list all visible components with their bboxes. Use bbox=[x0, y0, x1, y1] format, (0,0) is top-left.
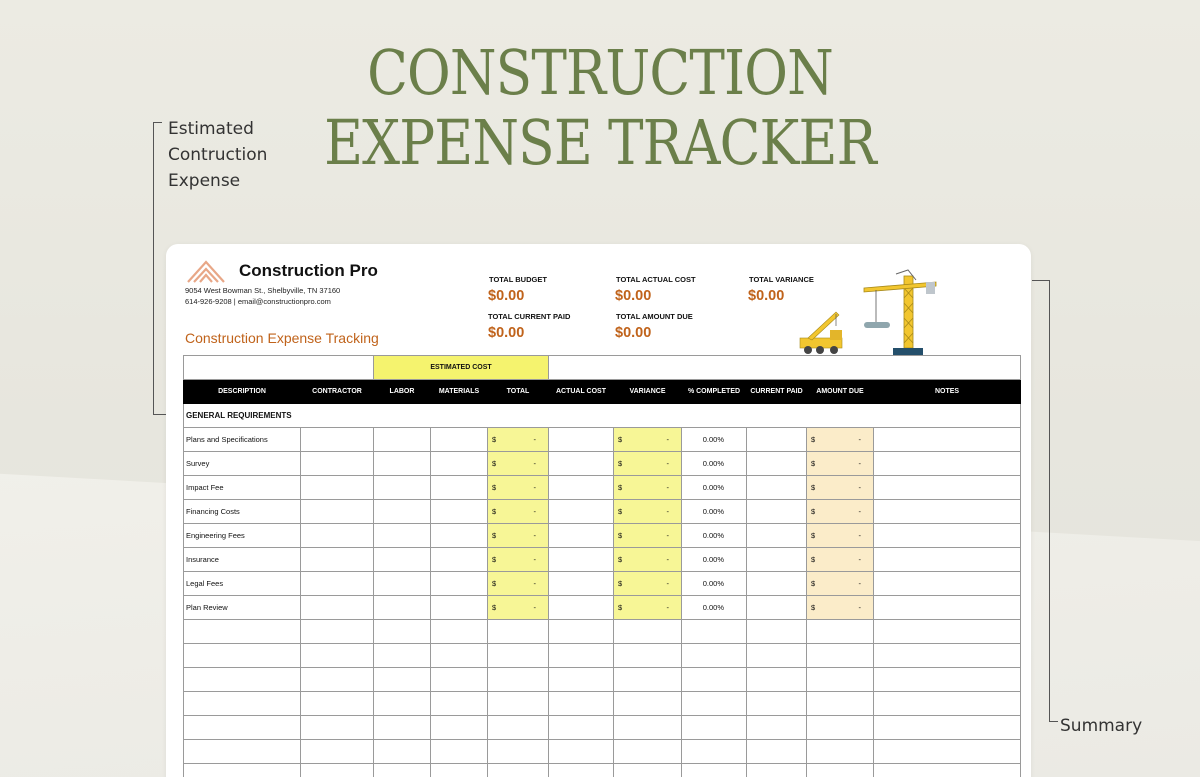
empty-cell[interactable] bbox=[747, 764, 807, 777]
empty-cell[interactable] bbox=[614, 644, 682, 668]
cell-completed[interactable]: 0.00% bbox=[682, 500, 747, 524]
total-variance-value: $0.00 bbox=[748, 288, 785, 304]
cell-contractor[interactable] bbox=[301, 548, 374, 572]
cell-contractor[interactable] bbox=[301, 572, 374, 596]
empty-cell[interactable] bbox=[747, 668, 807, 692]
empty-cell[interactable] bbox=[184, 764, 301, 777]
dash-value: - bbox=[858, 579, 861, 588]
empty-cell[interactable] bbox=[807, 716, 874, 740]
dash-value: - bbox=[666, 483, 669, 492]
total-current-paid-value: $0.00 bbox=[488, 325, 525, 341]
estimated-cost-header: ESTIMATED COST bbox=[374, 356, 549, 380]
empty-cell[interactable] bbox=[488, 668, 549, 692]
cell-total[interactable] bbox=[488, 548, 549, 572]
empty-table-row bbox=[184, 764, 1021, 777]
cell-description[interactable]: Plans and Specifications bbox=[184, 428, 301, 452]
empty-cell[interactable] bbox=[682, 716, 747, 740]
cell-variance[interactable] bbox=[614, 500, 682, 524]
col-notes: NOTES bbox=[874, 380, 1021, 404]
empty-cell[interactable] bbox=[874, 692, 1021, 716]
cell-description[interactable]: Impact Fee bbox=[184, 476, 301, 500]
col-total: TOTAL bbox=[488, 380, 549, 404]
currency-symbol: $ bbox=[618, 507, 623, 516]
dash-value: - bbox=[533, 483, 536, 492]
title-line-2: EXPENSE TRACKER bbox=[324, 106, 876, 179]
cell-materials[interactable] bbox=[431, 476, 488, 500]
cell-amount-due[interactable] bbox=[807, 572, 874, 596]
dash-value: - bbox=[858, 435, 861, 444]
empty-cell[interactable] bbox=[874, 620, 1021, 644]
total-actual-cost-label: TOTAL ACTUAL COST bbox=[616, 275, 696, 284]
empty-cell[interactable] bbox=[549, 764, 614, 777]
empty-cell[interactable] bbox=[549, 716, 614, 740]
table-row bbox=[184, 596, 1021, 620]
cell-notes[interactable] bbox=[874, 452, 1021, 476]
cell-actual-cost[interactable] bbox=[549, 596, 614, 620]
empty-cell[interactable] bbox=[747, 716, 807, 740]
empty-cell[interactable] bbox=[807, 668, 874, 692]
currency-symbol: $ bbox=[492, 555, 497, 564]
cell-actual-cost[interactable] bbox=[549, 500, 614, 524]
currency-symbol: $ bbox=[811, 579, 816, 588]
cell-completed[interactable]: 0.00% bbox=[682, 452, 747, 476]
cell-completed[interactable]: 0.00% bbox=[682, 548, 747, 572]
cell-labor[interactable] bbox=[374, 572, 431, 596]
empty-cell[interactable] bbox=[614, 620, 682, 644]
empty-cell[interactable] bbox=[614, 692, 682, 716]
dash-value: - bbox=[533, 459, 536, 468]
cell-variance[interactable] bbox=[614, 428, 682, 452]
empty-cell[interactable] bbox=[549, 620, 614, 644]
dash-value: - bbox=[858, 483, 861, 492]
company-name: Construction Pro bbox=[239, 261, 378, 280]
currency-symbol: $ bbox=[811, 435, 816, 444]
empty-table-row bbox=[184, 620, 1021, 644]
cell-materials[interactable] bbox=[431, 524, 488, 548]
empty-cell[interactable] bbox=[747, 644, 807, 668]
empty-cell[interactable] bbox=[682, 668, 747, 692]
empty-cell[interactable] bbox=[488, 692, 549, 716]
table-body bbox=[184, 428, 1021, 777]
col-amount-due: AMOUNT DUE bbox=[807, 380, 874, 404]
table-row bbox=[184, 572, 1021, 596]
cell-materials[interactable] bbox=[431, 428, 488, 452]
empty-cell[interactable] bbox=[874, 740, 1021, 764]
section-general-requirements: GENERAL REQUIREMENTS bbox=[184, 404, 1021, 428]
callout-line: Expense bbox=[168, 171, 241, 191]
cell-completed[interactable]: 0.00% bbox=[682, 596, 747, 620]
total-budget-label: TOTAL BUDGET bbox=[489, 275, 547, 284]
empty-cell[interactable] bbox=[431, 668, 488, 692]
empty-cell[interactable] bbox=[301, 740, 374, 764]
empty-cell[interactable] bbox=[614, 740, 682, 764]
cell-contractor[interactable] bbox=[301, 596, 374, 620]
callout-bracket-right bbox=[1032, 280, 1050, 722]
cell-labor[interactable] bbox=[374, 500, 431, 524]
cell-notes[interactable] bbox=[874, 596, 1021, 620]
empty-cell[interactable] bbox=[807, 620, 874, 644]
empty-cell[interactable] bbox=[301, 716, 374, 740]
cell-notes[interactable] bbox=[874, 548, 1021, 572]
currency-symbol: $ bbox=[492, 579, 497, 588]
callout-bracket-left bbox=[153, 122, 165, 415]
cell-completed[interactable]: 0.00% bbox=[682, 428, 747, 452]
cell-notes[interactable] bbox=[874, 428, 1021, 452]
cell-contractor[interactable] bbox=[301, 500, 374, 524]
total-actual-cost-value: $0.00 bbox=[615, 288, 652, 304]
cell-actual-cost[interactable] bbox=[549, 548, 614, 572]
cell-variance[interactable] bbox=[614, 524, 682, 548]
dash-value: - bbox=[533, 603, 536, 612]
cell-completed[interactable]: 0.00% bbox=[682, 476, 747, 500]
table-row bbox=[184, 524, 1021, 548]
empty-cell[interactable] bbox=[488, 764, 549, 777]
currency-symbol: $ bbox=[492, 603, 497, 612]
empty-cell[interactable] bbox=[431, 620, 488, 644]
dash-value: - bbox=[858, 459, 861, 468]
cell-description[interactable]: Survey bbox=[184, 452, 301, 476]
cell-variance[interactable] bbox=[614, 572, 682, 596]
cell-labor[interactable] bbox=[374, 476, 431, 500]
callout-summary: Summary bbox=[1060, 716, 1143, 736]
cell-materials[interactable] bbox=[431, 500, 488, 524]
cell-materials[interactable] bbox=[431, 452, 488, 476]
cell-amount-due[interactable] bbox=[807, 524, 874, 548]
cell-materials[interactable] bbox=[431, 572, 488, 596]
empty-table-row bbox=[184, 692, 1021, 716]
empty-table-row bbox=[184, 668, 1021, 692]
total-amount-due-value: $0.00 bbox=[615, 325, 652, 341]
cell-notes[interactable] bbox=[874, 476, 1021, 500]
empty-table-row bbox=[184, 716, 1021, 740]
currency-symbol: $ bbox=[618, 435, 623, 444]
cell-completed[interactable]: 0.00% bbox=[682, 572, 747, 596]
empty-cell[interactable] bbox=[374, 764, 431, 777]
empty-cell[interactable] bbox=[874, 668, 1021, 692]
cell-completed[interactable]: 0.00% bbox=[682, 524, 747, 548]
empty-cell[interactable] bbox=[614, 668, 682, 692]
dash-value: - bbox=[533, 435, 536, 444]
empty-table-row bbox=[184, 740, 1021, 764]
cell-labor[interactable] bbox=[374, 452, 431, 476]
empty-cell[interactable] bbox=[374, 692, 431, 716]
total-current-paid-label: TOTAL CURRENT PAID bbox=[488, 312, 571, 321]
cell-total[interactable] bbox=[488, 476, 549, 500]
dash-value: - bbox=[666, 531, 669, 540]
cell-current-paid[interactable] bbox=[747, 548, 807, 572]
cell-variance[interactable] bbox=[614, 452, 682, 476]
empty-cell[interactable] bbox=[374, 716, 431, 740]
total-amount-due-label: TOTAL AMOUNT DUE bbox=[616, 312, 693, 321]
currency-symbol: $ bbox=[618, 603, 623, 612]
empty-cell[interactable] bbox=[184, 716, 301, 740]
currency-symbol: $ bbox=[811, 483, 816, 492]
empty-cell[interactable] bbox=[747, 740, 807, 764]
cell-description[interactable]: Insurance bbox=[184, 548, 301, 572]
cell-variance[interactable] bbox=[614, 476, 682, 500]
cell-amount-due[interactable] bbox=[807, 548, 874, 572]
empty-cell[interactable] bbox=[874, 644, 1021, 668]
cell-total[interactable] bbox=[488, 452, 549, 476]
currency-symbol: $ bbox=[811, 459, 816, 468]
dash-value: - bbox=[533, 531, 536, 540]
cell-current-paid[interactable] bbox=[747, 572, 807, 596]
currency-symbol: $ bbox=[492, 459, 497, 468]
cell-total[interactable] bbox=[488, 524, 549, 548]
dash-value: - bbox=[666, 555, 669, 564]
dash-value: - bbox=[858, 507, 861, 516]
cell-labor[interactable] bbox=[374, 596, 431, 620]
currency-symbol: $ bbox=[811, 507, 816, 516]
empty-cell[interactable] bbox=[488, 644, 549, 668]
cell-variance[interactable] bbox=[614, 548, 682, 572]
cell-actual-cost[interactable] bbox=[549, 572, 614, 596]
cell-current-paid[interactable] bbox=[747, 452, 807, 476]
total-budget-value: $0.00 bbox=[488, 288, 525, 304]
currency-symbol: $ bbox=[618, 579, 623, 588]
dash-value: - bbox=[533, 507, 536, 516]
empty-cell[interactable] bbox=[374, 668, 431, 692]
empty-cell[interactable] bbox=[488, 740, 549, 764]
empty-cell[interactable] bbox=[747, 620, 807, 644]
expense-table bbox=[183, 355, 1021, 777]
currency-symbol: $ bbox=[618, 531, 623, 540]
table-row bbox=[184, 500, 1021, 524]
table-row bbox=[184, 548, 1021, 572]
dash-value: - bbox=[858, 531, 861, 540]
company-address: 9054 West Bowman St., Shelbyville, TN 37160 bbox=[185, 286, 341, 295]
empty-cell[interactable] bbox=[431, 716, 488, 740]
dash-value: - bbox=[858, 603, 861, 612]
dash-value: - bbox=[533, 555, 536, 564]
currency-symbol: $ bbox=[492, 531, 497, 540]
dash-value: - bbox=[858, 555, 861, 564]
cell-variance[interactable] bbox=[614, 596, 682, 620]
cell-total[interactable] bbox=[488, 572, 549, 596]
dash-value: - bbox=[666, 603, 669, 612]
cell-description[interactable]: Engineering Fees bbox=[184, 524, 301, 548]
currency-symbol: $ bbox=[492, 483, 497, 492]
table-row bbox=[184, 428, 1021, 452]
empty-cell[interactable] bbox=[874, 764, 1021, 777]
currency-symbol: $ bbox=[618, 555, 623, 564]
empty-cell[interactable] bbox=[682, 764, 747, 777]
table-row bbox=[184, 476, 1021, 500]
cell-total[interactable] bbox=[488, 500, 549, 524]
currency-symbol: $ bbox=[492, 507, 497, 516]
cell-labor[interactable] bbox=[374, 524, 431, 548]
empty-cell[interactable] bbox=[374, 644, 431, 668]
callout-estimated-expense bbox=[168, 116, 267, 194]
cell-amount-due[interactable] bbox=[807, 452, 874, 476]
currency-symbol: $ bbox=[811, 555, 816, 564]
cell-current-paid[interactable] bbox=[747, 524, 807, 548]
empty-cell[interactable] bbox=[807, 692, 874, 716]
empty-cell[interactable] bbox=[184, 692, 301, 716]
empty-cell[interactable] bbox=[301, 692, 374, 716]
empty-cell[interactable] bbox=[431, 740, 488, 764]
empty-cell[interactable] bbox=[807, 764, 874, 777]
empty-cell[interactable] bbox=[807, 644, 874, 668]
cell-current-paid[interactable] bbox=[747, 476, 807, 500]
cell-contractor[interactable] bbox=[301, 452, 374, 476]
empty-cell[interactable] bbox=[184, 740, 301, 764]
cell-materials[interactable] bbox=[431, 548, 488, 572]
cell-amount-due[interactable] bbox=[807, 476, 874, 500]
dash-value: - bbox=[666, 435, 669, 444]
cell-current-paid[interactable] bbox=[747, 428, 807, 452]
cell-actual-cost[interactable] bbox=[549, 476, 614, 500]
empty-cell[interactable] bbox=[431, 764, 488, 777]
title-line-1: CONSTRUCTION bbox=[367, 36, 833, 109]
table-group-header-row bbox=[184, 356, 1021, 380]
cell-notes[interactable] bbox=[874, 500, 1021, 524]
cell-description[interactable]: Financing Costs bbox=[184, 500, 301, 524]
table-header-row bbox=[184, 380, 1021, 404]
empty-cell[interactable] bbox=[184, 620, 301, 644]
cell-total[interactable] bbox=[488, 428, 549, 452]
empty-table-row bbox=[184, 644, 1021, 668]
empty-cell[interactable] bbox=[682, 644, 747, 668]
callout-line: Estimated bbox=[168, 119, 254, 139]
empty-cell[interactable] bbox=[549, 740, 614, 764]
cell-amount-due[interactable] bbox=[807, 596, 874, 620]
cell-notes[interactable] bbox=[874, 572, 1021, 596]
cell-materials[interactable] bbox=[431, 596, 488, 620]
currency-symbol: $ bbox=[492, 435, 497, 444]
company-contact: 614-926-9208 | email@constructionpro.com bbox=[185, 297, 331, 306]
col-variance: VARIANCE bbox=[614, 380, 682, 404]
empty-cell[interactable] bbox=[184, 668, 301, 692]
dash-value: - bbox=[666, 507, 669, 516]
cell-actual-cost[interactable] bbox=[549, 428, 614, 452]
empty-cell[interactable] bbox=[549, 692, 614, 716]
empty-cell[interactable] bbox=[184, 644, 301, 668]
cell-current-paid[interactable] bbox=[747, 500, 807, 524]
cell-labor[interactable] bbox=[374, 548, 431, 572]
empty-cell[interactable] bbox=[747, 692, 807, 716]
callout-line: Contruction bbox=[168, 145, 268, 165]
company-logo-icon bbox=[186, 256, 226, 284]
empty-cell[interactable] bbox=[488, 620, 549, 644]
section-row bbox=[184, 404, 1021, 428]
construction-crane-icon bbox=[796, 268, 946, 358]
col-actual-cost: ACTUAL COST bbox=[549, 380, 614, 404]
empty-cell[interactable] bbox=[549, 644, 614, 668]
cell-contractor[interactable] bbox=[301, 476, 374, 500]
empty-cell[interactable] bbox=[374, 740, 431, 764]
col-contractor: CONTRACTOR bbox=[301, 380, 374, 404]
currency-symbol: $ bbox=[811, 531, 816, 540]
empty-cell[interactable] bbox=[488, 716, 549, 740]
cell-actual-cost[interactable] bbox=[549, 452, 614, 476]
total-variance-label: TOTAL VARIANCE bbox=[749, 275, 814, 284]
cell-contractor[interactable] bbox=[301, 428, 374, 452]
empty-cell[interactable] bbox=[682, 692, 747, 716]
empty-cell[interactable] bbox=[682, 620, 747, 644]
currency-symbol: $ bbox=[618, 459, 623, 468]
empty-cell[interactable] bbox=[874, 716, 1021, 740]
currency-symbol: $ bbox=[811, 603, 816, 612]
cell-amount-due[interactable] bbox=[807, 428, 874, 452]
col-completed: % COMPLETED bbox=[682, 380, 747, 404]
col-current-paid: CURRENT PAID bbox=[747, 380, 807, 404]
cell-current-paid[interactable] bbox=[747, 596, 807, 620]
col-description: DESCRIPTION bbox=[184, 380, 301, 404]
table-row bbox=[184, 452, 1021, 476]
sheet-title: Construction Expense Tracking bbox=[185, 330, 379, 346]
col-materials: MATERIALS bbox=[431, 380, 488, 404]
cell-description[interactable]: Plan Review bbox=[184, 596, 301, 620]
empty-cell[interactable] bbox=[301, 668, 374, 692]
empty-cell[interactable] bbox=[301, 644, 374, 668]
dash-value: - bbox=[666, 579, 669, 588]
empty-cell[interactable] bbox=[374, 620, 431, 644]
cell-description[interactable]: Legal Fees bbox=[184, 572, 301, 596]
empty-cell[interactable] bbox=[614, 716, 682, 740]
dash-value: - bbox=[533, 579, 536, 588]
col-labor: LABOR bbox=[374, 380, 431, 404]
empty-cell[interactable] bbox=[301, 764, 374, 777]
cell-notes[interactable] bbox=[874, 524, 1021, 548]
cell-labor[interactable] bbox=[374, 428, 431, 452]
dash-value: - bbox=[666, 459, 669, 468]
cell-contractor[interactable] bbox=[301, 524, 374, 548]
empty-cell[interactable] bbox=[807, 740, 874, 764]
cell-actual-cost[interactable] bbox=[549, 524, 614, 548]
spreadsheet-sheet bbox=[166, 244, 1031, 777]
empty-cell[interactable] bbox=[431, 644, 488, 668]
cell-amount-due[interactable] bbox=[807, 500, 874, 524]
currency-symbol: $ bbox=[618, 483, 623, 492]
empty-cell[interactable] bbox=[614, 764, 682, 777]
empty-cell[interactable] bbox=[431, 692, 488, 716]
empty-cell[interactable] bbox=[682, 740, 747, 764]
empty-cell[interactable] bbox=[301, 620, 374, 644]
cell-total[interactable] bbox=[488, 596, 549, 620]
empty-cell[interactable] bbox=[549, 668, 614, 692]
